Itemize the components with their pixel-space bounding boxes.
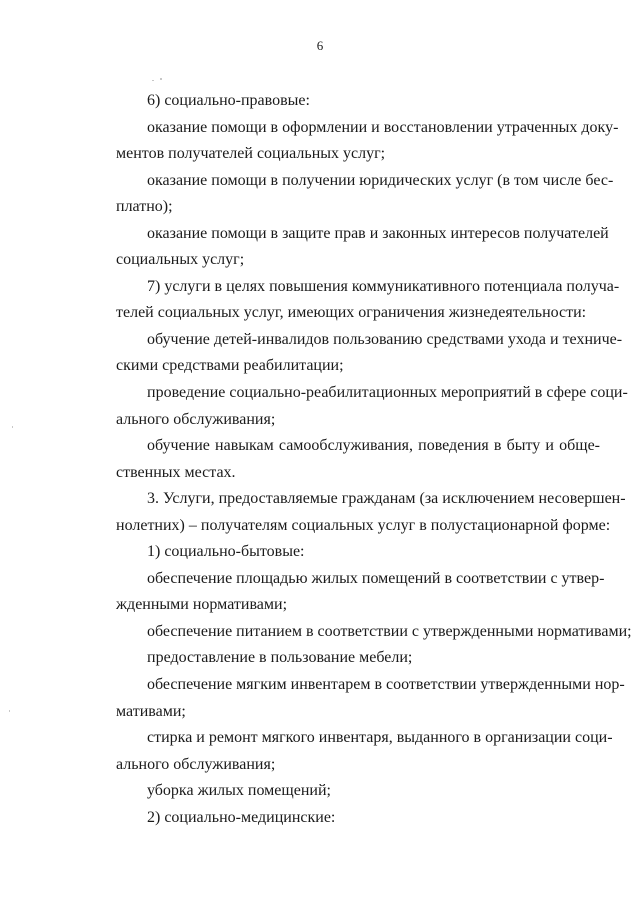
text-line: телей социальных услуг, имеющих ограничения жизнедеятельности:	[116, 304, 587, 322]
text-line: нолетних) – получателям социальных услуг в полустационарной форме:	[116, 516, 611, 534]
text-line: 6) социально-правовые:	[147, 92, 310, 109]
text-line: оказание помощи в защите прав и законных интересов получателей	[147, 224, 609, 242]
scan-speck	[160, 78, 162, 80]
text-line: скими средствами реабилитации;	[116, 357, 344, 375]
text-line: ального обслуживания;	[116, 755, 276, 773]
text-line: мативами;	[116, 702, 186, 720]
text-line: 7) услуги в целях повышения коммуникативного потенциала получа-	[147, 277, 620, 295]
text-line: уборка жилых помещений;	[147, 782, 331, 800]
document-body	[116, 88, 632, 831]
text-line: обеспечение мягким инвентарем в соответствии утвержденными нор-	[147, 676, 625, 694]
text-line: 1) социально-бытовые:	[147, 543, 305, 561]
text-line: ального обслуживания;	[116, 410, 276, 428]
scan-speck	[9, 710, 10, 712]
text-line: обеспечение питанием в соответствии с утвержденными нормативами;	[147, 622, 632, 640]
text-line: обучение навыкам самообслуживания, поведения в быту и обще-	[147, 437, 600, 455]
text-line: обучение детей-инвалидов пользованию средствами ухода и техниче-	[147, 330, 623, 348]
text-line: ментов получателей социальных услуг;	[116, 145, 386, 163]
text-line: проведение социально-реабилитационных мероприятий в сфере соци-	[147, 384, 628, 402]
text-line: платно);	[116, 198, 173, 216]
text-line: обеспечение площадью жилых помещений в соответствии с утвер-	[147, 569, 605, 587]
text-line: ственных местах.	[116, 463, 236, 481]
text-line: социальных услуг;	[116, 251, 245, 269]
text-line: предоставление в пользование мебели;	[147, 649, 413, 667]
text-line: жденными нормативами;	[116, 596, 288, 614]
text-line: оказание помощи в оформлении и восстановлении утраченных доку-	[147, 118, 619, 136]
text-line: 3. Услуги, предоставляемые гражданам (за исключением несовершен-	[147, 490, 626, 508]
text-line: стирка и ремонт мягкого инвентаря, выданного в организации соци-	[147, 729, 613, 747]
page-number: 6	[316, 38, 324, 53]
scan-speck	[12, 426, 13, 428]
text-line: 2) социально-медицинские:	[147, 808, 336, 826]
text-line: оказание помощи в получении юридических услуг (в том числе бес-	[147, 171, 614, 189]
scan-speck	[152, 80, 154, 81]
